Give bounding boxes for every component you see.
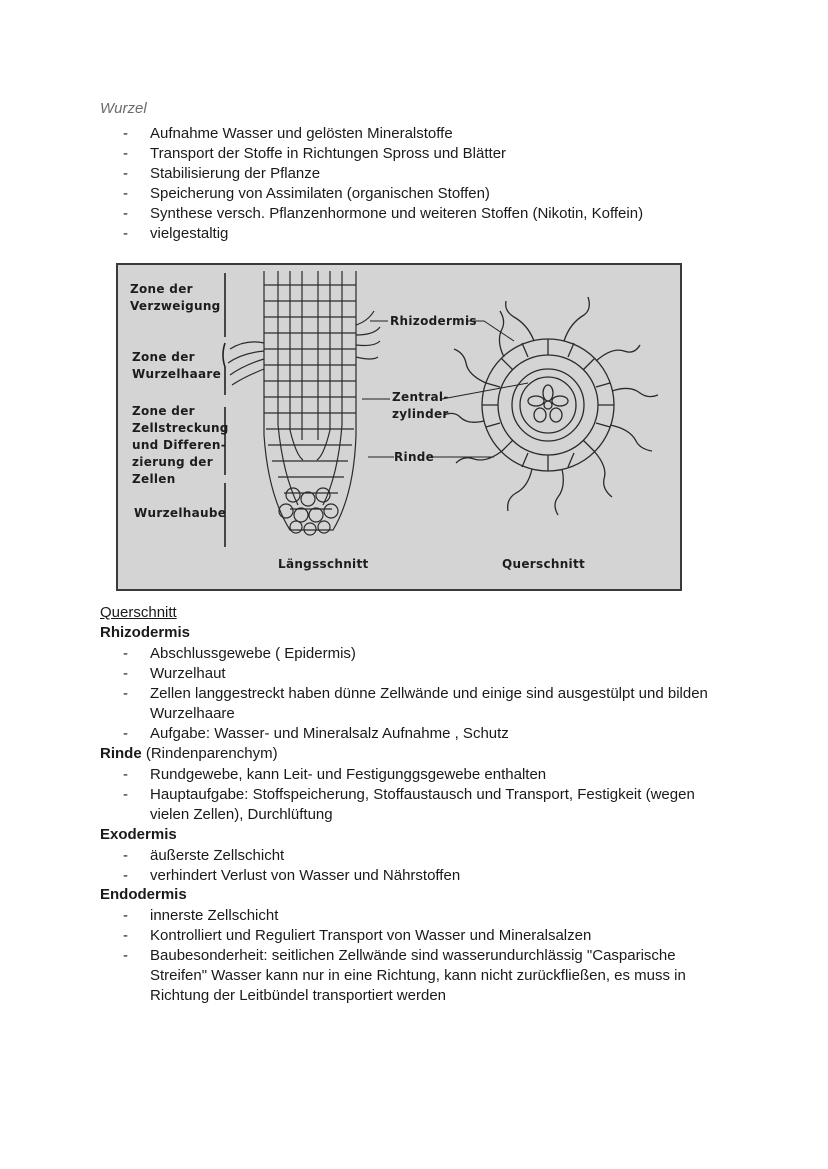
list-item: - Transport der Stoffe in Richtungen Spross und Blätter (123, 145, 507, 162)
list-item: - Hauptaufgabe: Stoffspeicherung, Stoffaustausch und Transport, Festigkeit (wegen vielen Zellen), Durchlüftung (123, 786, 695, 823)
rhizodermis-heading: Rhizodermis (100, 624, 191, 641)
list-item: - Wurzelhaut (123, 665, 226, 682)
rinde-list (0, 765, 720, 825)
exodermis-list (0, 846, 720, 886)
list-item-text: Rundgewebe, kann Leit- und Festigunggsgewebe enthalten (150, 766, 547, 783)
list-item-text: Kontrolliert und Reguliert Transport von Wasser und Mineralsalzen (150, 927, 592, 944)
list-item-text: innerste Zellschicht (150, 907, 279, 924)
rinde-label: Rinde (394, 450, 435, 464)
list-item-text: vielgestaltig (150, 225, 229, 242)
list-item: - Rundgewebe, kann Leit- und Festigunggsgewebe enthalten (123, 766, 547, 783)
laengsschnitt-caption: Längsschnitt (278, 557, 369, 571)
list-item-text: Hauptaufgabe: Stoffspeicherung, Stoffaustausch und Transport, Festigkeit (wegen vielen Zellen), Durchlüftung (150, 786, 695, 823)
list-item-text: Speicherung von Assimilaten (organischen Stoffen) (150, 185, 490, 202)
rhizodermis-label: Rhizodermis (390, 314, 477, 328)
list-item-text: Zellen langgestreckt haben dünne Zellwände und einige sind ausgestülpt und bilden Wurzelhaare (150, 685, 708, 722)
list-item: - Baubesonderheit: seitlichen Zellwände sind wasserundurchlässig "Casparische Streifen" Wasser kann nur in eine Richtung, kann nicht zurückfließen, es muss in Richtung der Leitbündel transportiert werden (123, 947, 686, 1004)
list-item-text: Transport der Stoffe in Richtungen Spross und Blätter (150, 145, 507, 162)
list-item: - Aufgabe: Wasser- und Mineralsalz Aufnahme , Schutz (123, 725, 509, 742)
list-item: - vielgestaltig (123, 225, 229, 242)
rhizodermis-list (0, 644, 720, 744)
list-item-text: äußerste Zellschicht (150, 847, 285, 864)
zone-wurzelhaube-label: Wurzelhaube (134, 506, 227, 520)
laengsschnitt-drawing (228, 271, 380, 535)
list-item: - äußerste Zellschicht (123, 847, 285, 864)
endodermis-list (0, 906, 720, 1006)
list-item-text: Aufnahme Wasser und gelösten Mineralstoffe (150, 125, 453, 142)
intro-list (0, 124, 720, 244)
endodermis-heading: Endodermis (100, 886, 187, 903)
list-item-text: Stabilisierung der Pflanze (150, 165, 321, 182)
list-item: - Synthese versch. Pflanzenhormone und weiteren Stoffen (Nikotin, Koffein) (123, 205, 644, 222)
rinde-title: Rinde (100, 745, 142, 762)
exodermis-heading: Exodermis (100, 826, 177, 843)
zone-wurzelhaare-label: Zone der Wurzelhaare (132, 350, 222, 381)
zone-verzweigung-label: Zone der Verzweigung (130, 282, 221, 313)
zone-streckung-label: Zone der Zellstreckung und Differen- zierung der Zellen (132, 404, 229, 486)
list-item: - Aufnahme Wasser und gelösten Mineralstoffe (123, 125, 453, 142)
list-item: - verhindert Verlust von Wasser und Nährstoffen (123, 867, 461, 884)
list-item-text: verhindert Verlust von Wasser und Nährstoffen (150, 867, 461, 884)
list-item: - Zellen langgestreckt haben dünne Zellwände und einige sind ausgestülpt und bilden Wurzelhaare (123, 685, 708, 722)
querschnitt-caption: Querschnitt (502, 557, 586, 571)
list-item: - Speicherung von Assimilaten (organischen Stoffen) (123, 185, 490, 202)
list-item-text: Abschlussgewebe ( Epidermis) (150, 645, 356, 662)
page-title: Wurzel (100, 100, 147, 117)
list-item-text: Synthese versch. Pflanzenhormone und weiteren Stoffen (Nikotin, Koffein) (150, 205, 644, 222)
root-diagram-figure (116, 263, 682, 591)
rinde-note: (Rindenparenchym) (145, 745, 278, 762)
list-item: - Abschlussgewebe ( Epidermis) (123, 645, 356, 662)
list-item-text: Wurzelhaut (150, 665, 226, 682)
list-item: - Stabilisierung der Pflanze (123, 165, 321, 182)
list-item: - Kontrolliert und Reguliert Transport von Wasser und Mineralsalzen (123, 927, 592, 944)
list-item: - innerste Zellschicht (123, 907, 279, 924)
zentralzylinder-label: Zentral- zylinder (392, 390, 449, 421)
rinde-heading (100, 745, 278, 762)
list-item-text: Aufgabe: Wasser- und Mineralsalz Aufnahme , Schutz (150, 725, 509, 742)
list-item-text: Baubesonderheit: seitlichen Zellwände sind wasserundurchlässig "Casparische Streifen" Wasser kann nur in eine Richtung, kann nicht zurückfließen, es muss in Richtung der Leitbündel transportiert werden (150, 947, 686, 1004)
querschnitt-heading: Querschnitt (100, 604, 177, 621)
